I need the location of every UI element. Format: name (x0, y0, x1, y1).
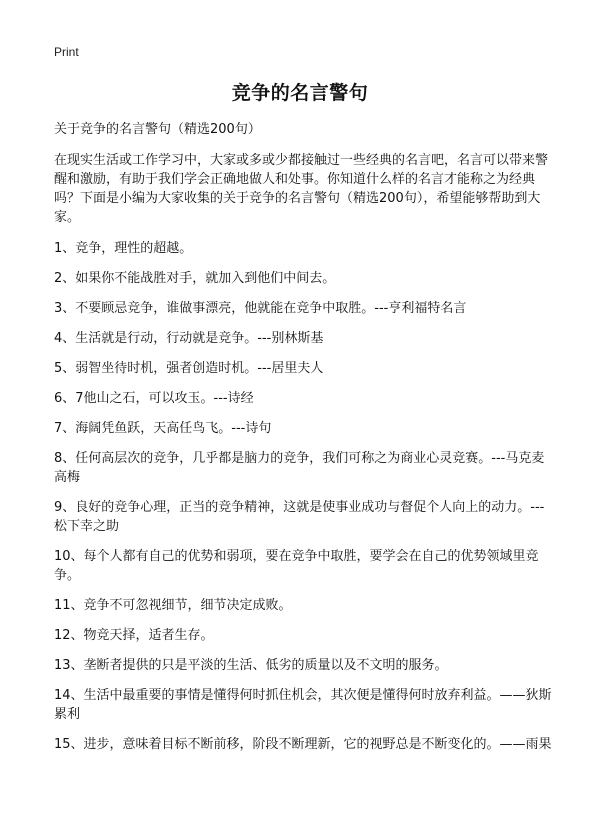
quote-item: 13、垄断者提供的只是平淡的生活、低劣的质量以及不文明的服务。 (54, 658, 448, 673)
quote-item: 7、海阔凭鱼跃，天高任鸟飞。---诗句 (54, 421, 272, 436)
quote-item: 8、任何高层次的竞争，几乎都是脑力的竞争，我们可称之为商业心灵竞赛。---马克麦高梅 (54, 451, 545, 485)
quote-item: 4、生活就是行动，行动就是竞争。---别林斯基 (54, 331, 324, 346)
quote-item: 9、良好的竞争心理，正当的竞争精神，这就是使事业成功与督促个人向上的动力。---松下幸之助 (54, 500, 545, 534)
page-title: 竞争的名言警句 (231, 82, 369, 104)
print-link[interactable]: Print (54, 45, 79, 59)
quote-item: 15、进步，意味着目标不断前移，阶段不断理新，它的视野总是不断变化的。——雨果 (54, 737, 552, 752)
quote-item: 10、每个人都有自己的优势和弱项，要在竞争中取胜，要学会在自己的优势领域里竞争。 (54, 549, 539, 583)
document-body (54, 120, 554, 765)
document-subtitle: 关于竞争的名言警句（精选200句） (54, 122, 261, 137)
intro-paragraph: 在现实生活或工作学习中，大家或多或少都接触过一些经典的名言吧，名言可以带来警醒和激励，有助于我们学会正确地做人和处事。你知道什么样的名言才能称之为经典吗？下面是小编为大家收集的关于竞争的名言警句（精选200句），希望能够帮助到大家。 (54, 153, 549, 225)
quote-item: 6、7他山之石，可以攻玉。---诗经 (54, 391, 254, 406)
quote-item: 14、生活中最重要的事情是懂得何时抓住机会，其次便是懂得何时放弃利益。——狄斯累利 (54, 688, 552, 722)
quote-item: 11、竞争不可忽视细节，细节决定成败。 (54, 598, 292, 613)
quote-item: 3、不要顾忌竞争，谁做事漂亮，他就能在竞争中取胜。---亨利福特名言 (54, 301, 467, 316)
quote-item: 5、弱智坐待时机，强者创造时机。---居里夫人 (54, 361, 324, 376)
quote-item: 2、如果你不能战胜对手，就加入到他们中间去。 (54, 271, 336, 286)
quote-item: 12、物竞天择，适者生存。 (54, 628, 214, 643)
quote-item: 1、竞争，理性的超越。 (54, 241, 193, 256)
